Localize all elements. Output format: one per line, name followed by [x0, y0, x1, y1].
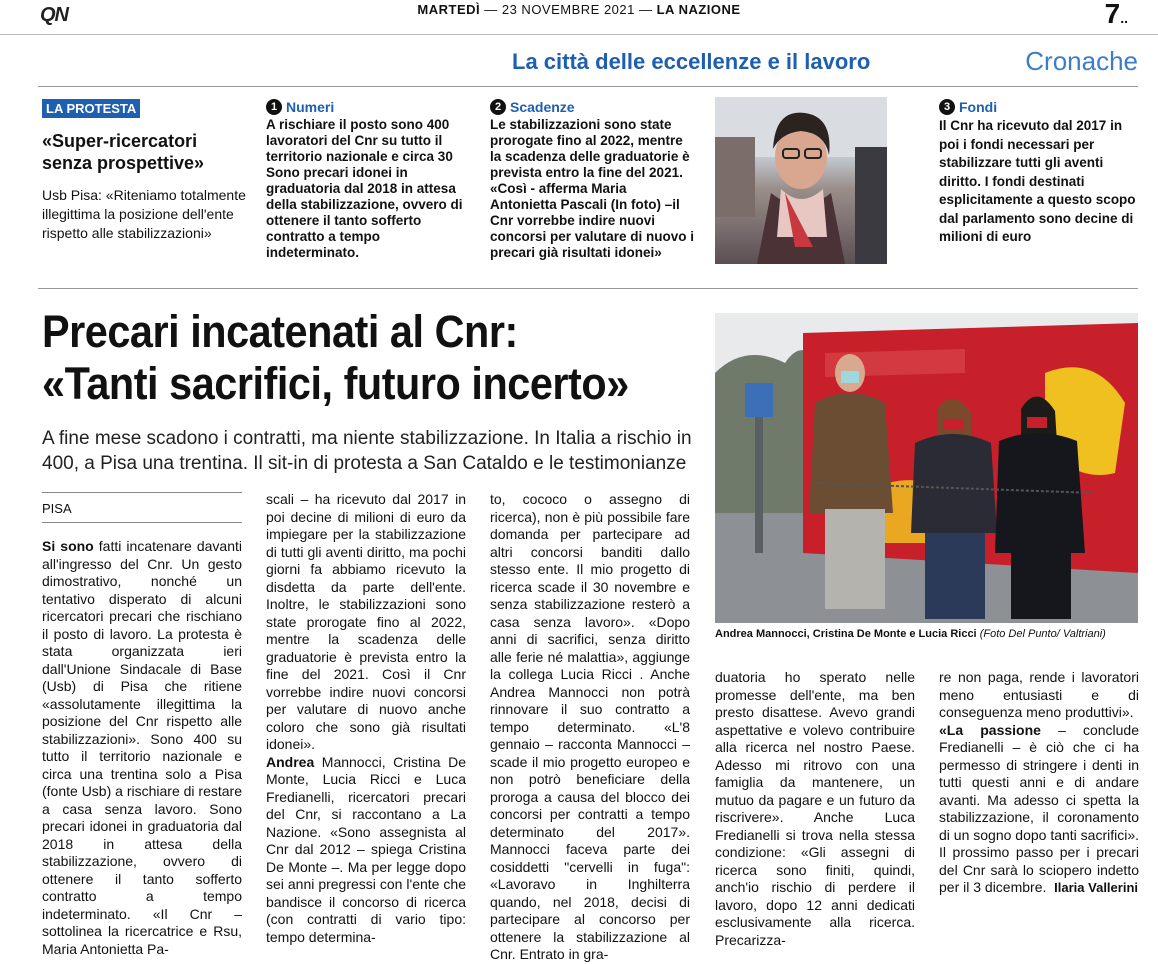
article-column-4: [715, 669, 915, 949]
column-text: Il prossimo passo per i precari del Cnr sarà lo sciopero indetto per il 3 dicembre.: [939, 844, 1139, 895]
fact-header: [490, 99, 695, 115]
fact-title: Fondi: [959, 99, 998, 115]
protest-photo: [715, 313, 1138, 623]
newspaper-logo: QN: [40, 4, 68, 26]
weekday: MARTEDÌ: [417, 2, 481, 17]
fact-text: A rischiare il posto sono 400 lavoratori del Cnr su tutto il territorio nazionale e circa 30 Sono precari idonei in graduatoria dal 2018 in attesa della stabilizzazione, ovvero di ottenere il tanto sofferto contratto a tempo indeterminato.: [266, 117, 463, 260]
article-column-5: [939, 669, 1139, 897]
sidebar-headline-line1: «Super-ricercatori: [42, 131, 198, 151]
header-divider: [0, 34, 1158, 35]
column-text: duatoria ho sperato nelle promesse dell'ente, ma ben presto disattese. Avevo grandi aspettative e volevo contribuire alla ricerca nel nostro Paese. Adesso mi ritrovo con una famiglia da mantenere, un mutuo da pagare e un futuro da riscrivere». Anche Luca Fredianelli si trova nella stessa condizione: «Gli assegni di ricerca sono finiti, quindi, anch'io rischio di perdere il lavoro, dopo 12 anni dedicati esclusivamente alla ricerca. Precarizza-: [715, 669, 915, 948]
section-category: Cronache: [1025, 46, 1138, 76]
sidebar-headline-line2: senza prospettive»: [42, 153, 205, 173]
fact-text: Le stabilizzazioni sono state prorogate fino al 2022, mentre la scadenza delle graduatorie è prevista entro la fine del 2021. «Così - afferma Maria Antonietta Pascali (In foto) –il Cnr vorrebbe indire nuovi concorsi per valutare di nuovo i precari già risultati idonei»: [490, 117, 695, 260]
dateline-rule-top: [42, 492, 242, 493]
column-text: scali – ha ricevuto dal 2017 in poi decine di milioni di euro da impiegare per la stabilizzazione di tutti gli aventi diritto, ma pochi giorni fa abbiamo ricevuto la disdetta da parte dell'ente. Inoltre, le stabilizzazioni sono state prorogate fino al 2022, mentre la scadenza delle graduatorie è prevista entro la fine del 2021. Così il Cnr vorrebbe indire nuovi concorsi per valutare di nuovo anche coloro che sono già risultati idonei».: [266, 491, 466, 752]
fact-header: [939, 99, 1139, 115]
headline-line2: «Tanti sacrifici, futuro incerto»: [42, 358, 629, 409]
fact-header: [266, 99, 471, 115]
byline: Ilaria Vallerini: [1054, 880, 1138, 895]
paragraph-lead: Andrea: [266, 753, 315, 770]
protest-illustration: [715, 313, 1138, 623]
date: — 23 NOVEMBRE 2021 —: [484, 2, 653, 17]
fact-number-icon: 3: [939, 99, 955, 115]
article-column-2: [266, 491, 466, 946]
sidebar-headline: [42, 130, 242, 174]
fact-text: Il Cnr ha ricevuto dal 2017 in poi i fondi necessari per stabilizzare tutti gli aventi diritto. I fondi destinati esplicitamente a questo scopo dal parlamento sono decine di milioni di euro: [939, 118, 1136, 244]
caption-credit: (Foto Del Punto/ Valtriani): [979, 628, 1106, 640]
column-text: fatti incatenare davanti all'ingresso del Cnr. Un gesto dimostrativo, nonché un tentativo disperato di alcuni ricercatori precari che rischiano il posto di lavoro. La protesta è stata organizzata ieri dall'Unione Sindacale di Base (Usb) di Pisa che ritiene «assolutamente illegittima la posizione del Cnr rispetto alle stabilizzazioni». Sono 400 su tutto il territorio nazionale e circa una trentina solo a Pisa (fonte Usb) a rischiare di restare a casa senza lavoro. Sono precari idonei in graduatoria dal 2018 in attesa della stabilizzazione, ovvero di ottenere il tanto sofferto contratto a tempo indeterminato. «Il Cnr – sottolinea la ricercatrice e Rsu, Maria Antonietta Pa-: [42, 538, 243, 957]
article-column-1: [42, 538, 242, 958]
fact-fondi: [939, 99, 1139, 247]
page-dots-icon: ..: [1120, 10, 1128, 26]
article-column-3: [490, 491, 690, 964]
dateline: PISA: [42, 501, 72, 516]
sidebar-text: Usb Pisa: «Riteniamo totalmente illegittima la posizione dell'ente rispetto alle stabilizzazioni»: [42, 187, 246, 241]
column-text: re non paga, rende i lavoratori meno entusiasti e di conseguenza meno produttivi».: [939, 669, 1139, 720]
section-divider: [38, 86, 1138, 87]
column-text: Mannocci, Cristina De Monte, Lucia Ricci e Luca Fredianelli, ricercatori precari del Cnr, si raccontano a La Nazione. «Sono assegnista al Cnr dal 2012 – spiega Cristina De Monte –. Ma per legge dopo sei anni pregressi con l'ente che bandisce il concorso di ricerca (con contratti di vario tipo: tempo determina-: [266, 753, 467, 945]
article-headline: [42, 306, 668, 410]
fact-number-icon: 2: [490, 99, 506, 115]
headline-line1: Precari incatenati al Cnr:: [42, 306, 518, 357]
article-lead: Si sono: [42, 538, 94, 554]
portrait-photo: [715, 97, 887, 264]
photo-caption: [715, 628, 1138, 640]
page-number-value: 7: [1104, 0, 1121, 29]
column-text: to, cococo o assegno di ricerca), non è più possibile fare domanda per partecipare ad altri concorsi banditi dallo stesso ente. Il mio progetto di ricerca scade il 30 novembre e senza stabilizzazione resterò a casa senza lavoro». «Dopo anni di sacrifici, senza diritto alle ferie né malattia», aggiunge la collega Lucia Ricci . Anche Andrea Mannocci non potrà rinnovare il suo contratto a tempo determinato. «L'8 gennaio – racconta Mannocci – scade il mio progetto europeo e non potrò beneficiare della proroga a causa del blocco dei concorsi per contratti a tempo determinato del 2017». Mannocci faceva parte dei cosiddetti "cervelli in fuga": «Lavoravo in Inghilterra quando, nel 2018, decisi di partecipare al concorso per ottenere la stabilizzazione al Cnr. Entrato in gra-: [490, 491, 690, 962]
fact-number-icon: 1: [266, 99, 282, 115]
caption-names: Andrea Mannocci, Cristina De Monte e Lucia Ricci: [715, 628, 977, 640]
paragraph-lead: «La passione: [939, 721, 1041, 738]
column-text: – conclude Fredianelli – è ciò che ci ha permesso di stringere i denti in tutti questi anni e di andare avanti. Ma adesso ci spetta la stabilizzazione, il coronamento di un sogno dopo tanti sacrifici».: [939, 721, 1140, 843]
article-subhead: A fine mese scadono i contratti, ma niente stabilizzazione. In Italia a rischio in 400, a Pisa una trentina. Il sit-in di protesta a San Cataldo e le testimonianze: [42, 428, 692, 474]
dateline-rule-bottom: [42, 522, 242, 523]
fact-scadenze: [490, 99, 695, 261]
portrait-illustration: [715, 97, 887, 264]
article-divider: [38, 288, 1138, 289]
fact-title: Numeri: [286, 99, 335, 115]
fact-numeri: [266, 99, 471, 261]
protest-tag: LA PROTESTA: [42, 99, 140, 118]
page-number: [1105, 0, 1128, 30]
date-line: [0, 2, 1158, 17]
section-title: La città delle eccellenze e il lavoro: [512, 49, 871, 74]
fact-title: Scadenze: [510, 99, 575, 115]
paper-name: LA NAZIONE: [656, 2, 741, 17]
